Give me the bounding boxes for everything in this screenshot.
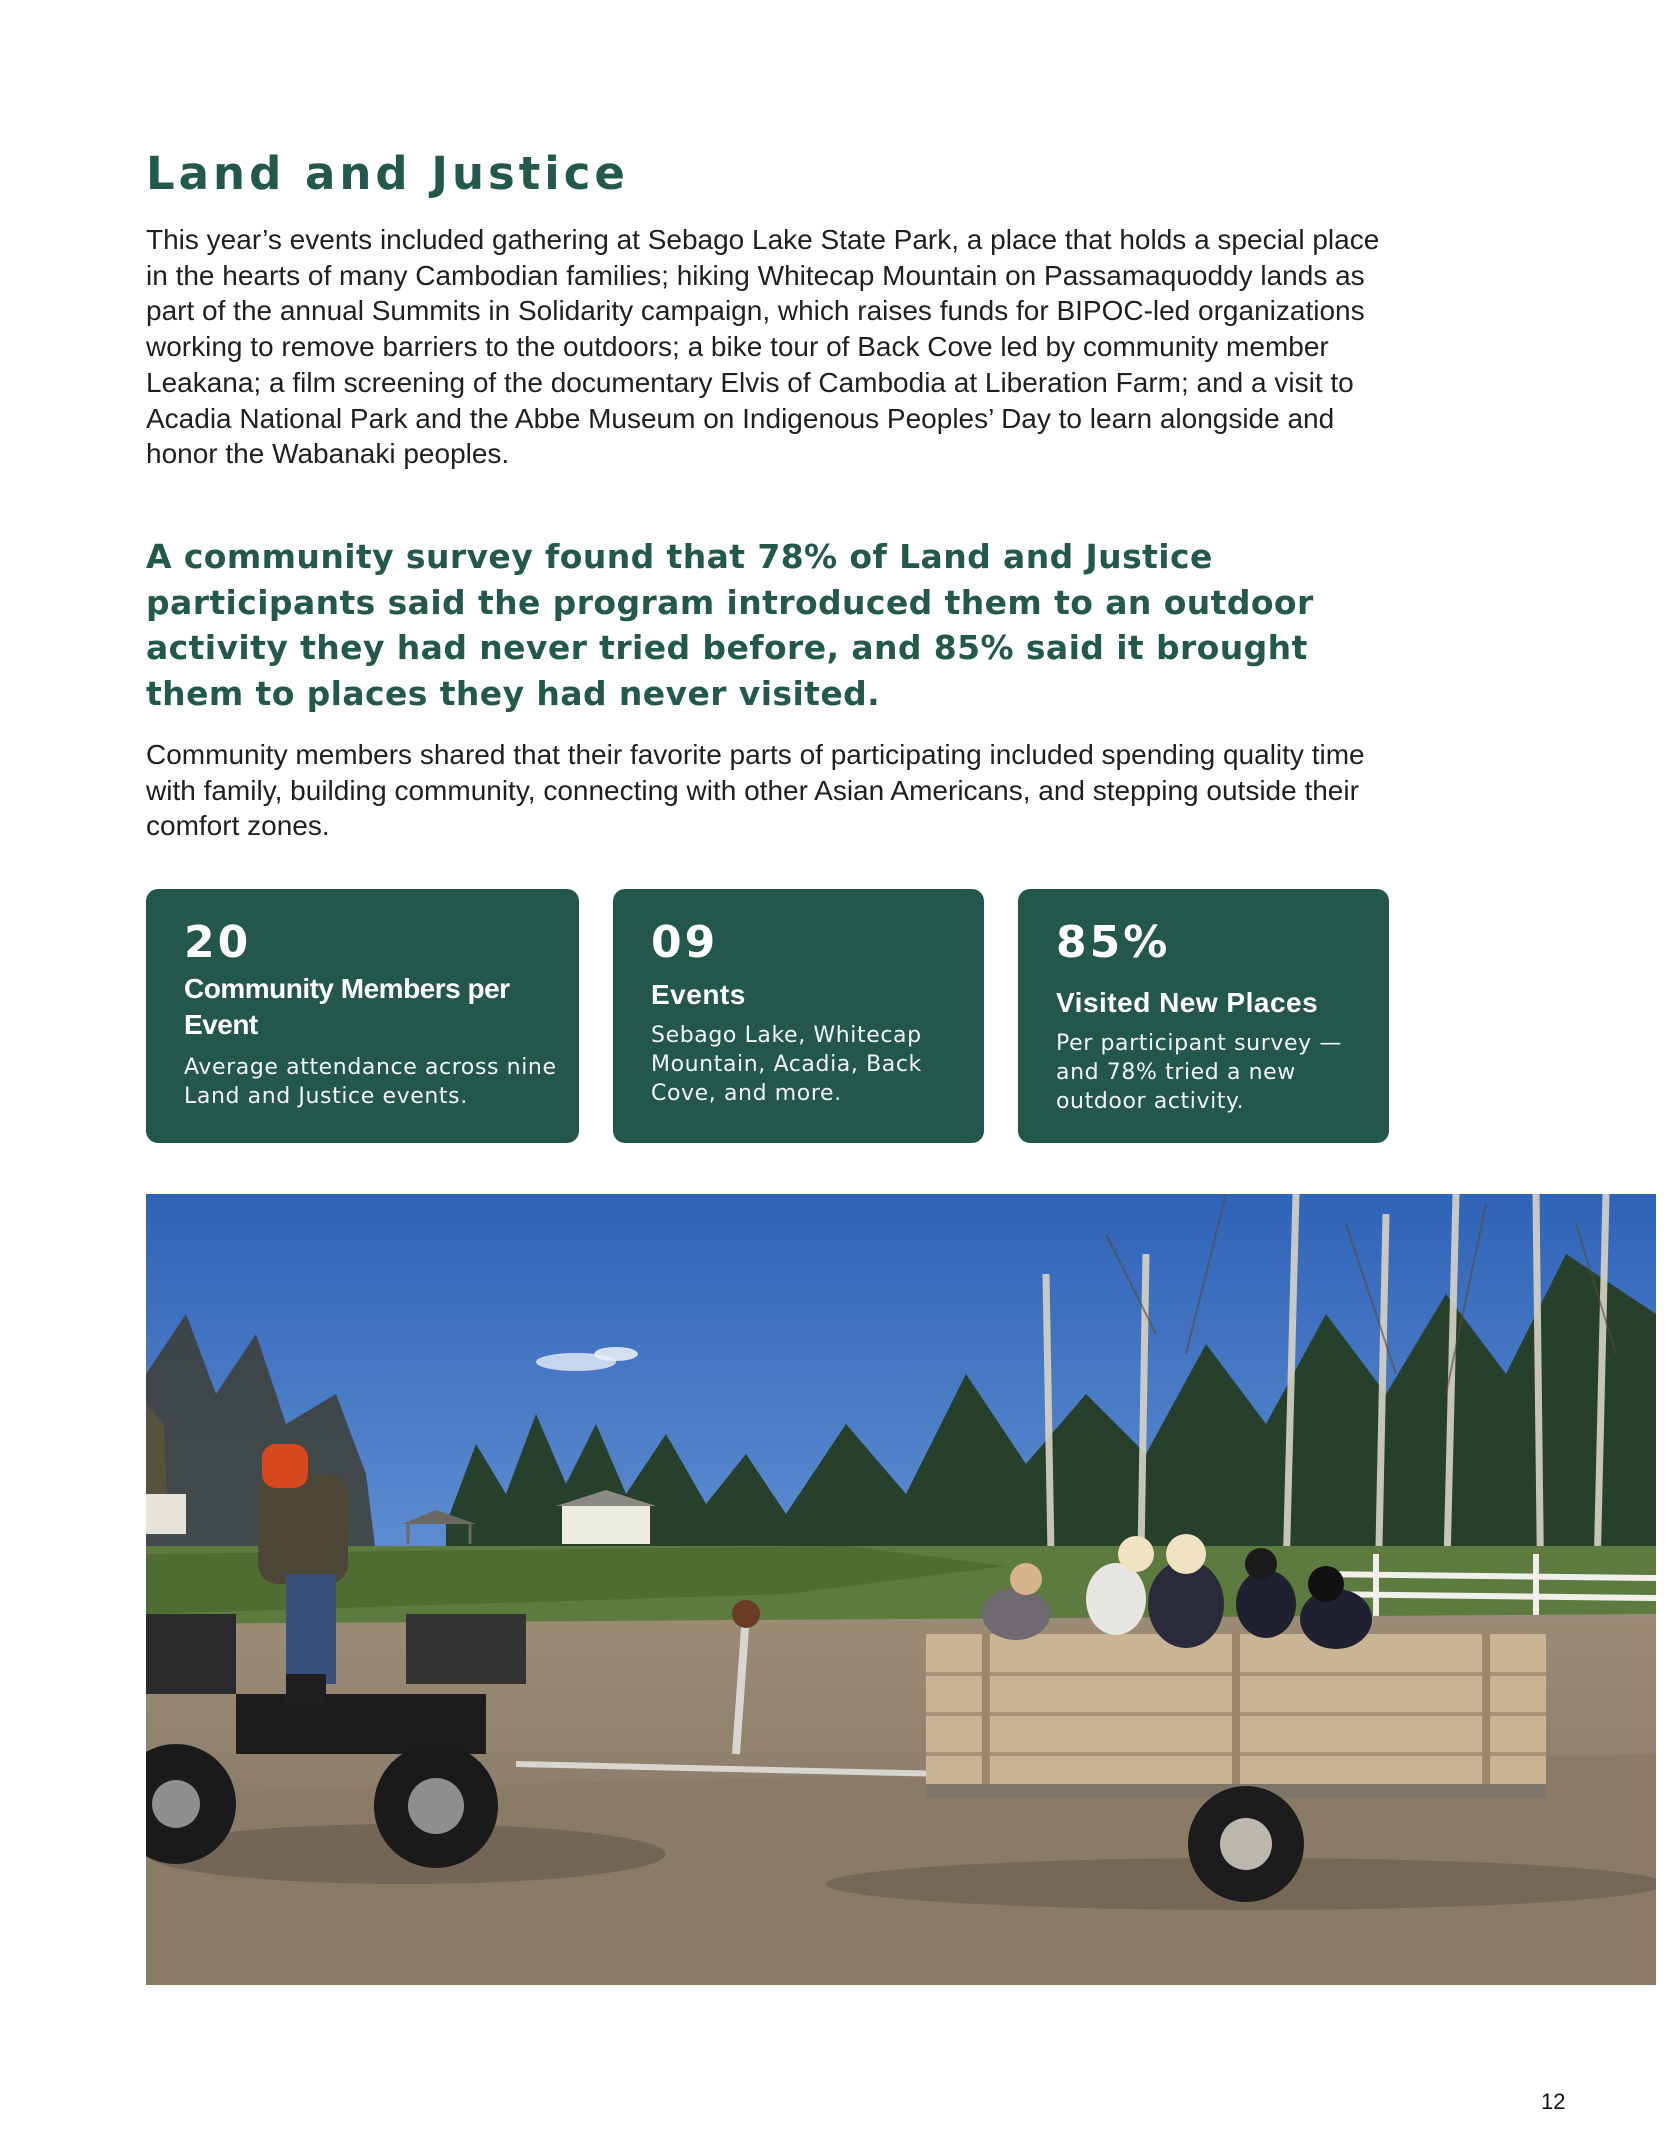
stat-number: 20	[184, 917, 252, 968]
stat-description: Sebago Lake, Whitecap Mountain, Acadia, Back Cove, and more.	[651, 1023, 922, 1106]
stat-description: Average attendance across nine Land and Justice events.	[184, 1055, 557, 1109]
page-title: Land and Justice	[146, 147, 629, 200]
stat-description: Per participant survey — and 78% tried a new outdoor activity.	[1056, 1031, 1342, 1114]
stat-label: Events	[651, 979, 746, 1010]
hayride-photo-illustration	[146, 1194, 1656, 1985]
intro-paragraph: This year’s events included gathering at Sebago Lake State Park, a place that holds a special place in the hearts of many Cambodian families; hiking Whitecap Mountain on Passamaquoddy lands as part of the annual Summits in Solidarity campaign, which raises funds for BIPOC-led organizations working to remove barriers to the outdoors; a bike tour of Back Cove led by community member Leakana; a film screening of the documentary Elvis of Cambodia at Liberation Farm; and a visit to Acadia National Park and the Abbe Museum on Indigenous Peoples’ Day to learn alongside and honor the Wabanaki peoples.	[146, 224, 1380, 470]
pull-quote: A community survey found that 78% of Land and Justice participants said the program introduced them to an outdoor activity they had never tried before, and 85% said it brought them to places they had never visited.	[146, 537, 1314, 713]
hayride-photo	[146, 1194, 1656, 1985]
stat-card-community-members	[146, 889, 579, 1143]
page-number: 12	[1541, 2089, 1566, 2114]
stat-number: 09	[651, 917, 719, 968]
closing-paragraph: Community members shared that their favorite parts of participating included spending quality time with family, building community, connecting with other Asian Americans, and stepping outside their comfort zones.	[146, 739, 1365, 842]
stat-card-events	[613, 889, 984, 1143]
stat-card-visited-new-places	[1018, 889, 1389, 1143]
stat-number: 85%	[1056, 917, 1171, 968]
stat-label: Community Members per Event	[184, 973, 510, 1040]
stat-label: Visited New Places	[1056, 987, 1319, 1018]
